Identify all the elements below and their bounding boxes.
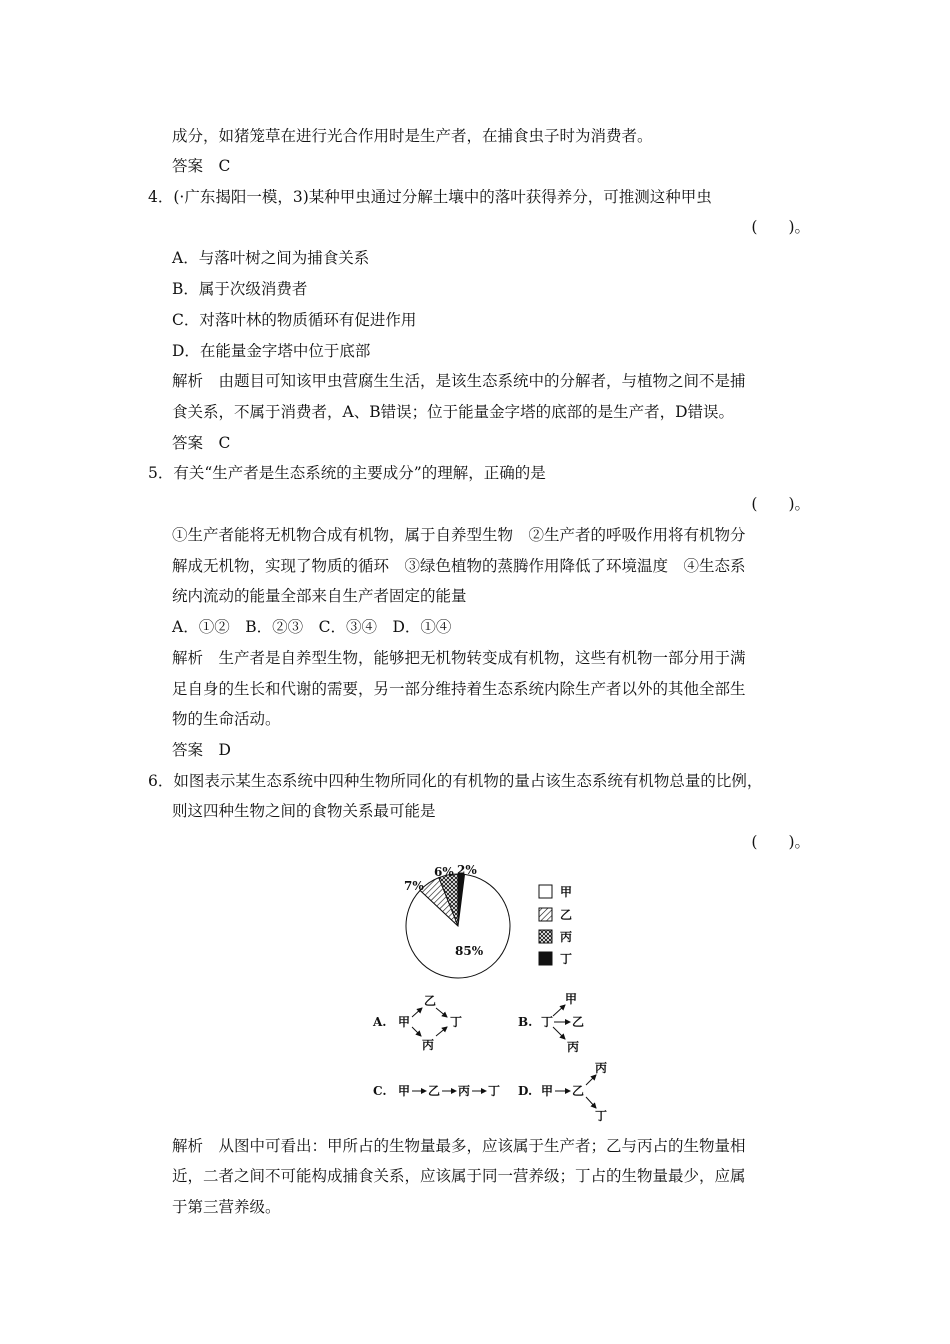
option-d-label: D. (518, 1084, 533, 1098)
food-web-d (518, 1060, 607, 1123)
node: 丙 (422, 1038, 435, 1052)
node: 甲 (565, 992, 578, 1006)
slice-label-ding: 2% (457, 863, 477, 877)
q6-stem-line: 则这四种生物之间的食物关系最可能是 (172, 802, 436, 820)
food-web-c (373, 1083, 500, 1098)
node: 乙 (424, 994, 437, 1008)
legend-label: 丙 (560, 930, 573, 944)
q4-stem: 4．(·广东揭阳一模，3)某种甲虫通过分解土壤中的落叶获得养分，可推测这种甲虫 (148, 188, 712, 206)
q6-stem-line: 6．如图表示某生态系统中四种生物所同化的有机物的量占该生态系统有机物总量的比例， (148, 772, 763, 790)
slice-label-jia: 85% (455, 944, 484, 958)
q6-figure (360, 858, 630, 1133)
node: 丙 (567, 1040, 580, 1054)
q4-option-c: C．对落叶林的物质循环有促进作用 (172, 311, 417, 329)
node: 乙 (572, 1015, 585, 1029)
food-web-a (372, 994, 462, 1052)
q5-choices: A．①② B．②③ C．③④ D．①④ (172, 618, 452, 636)
q4-analysis-line: 食关系，不属于消费者，A、B错误；位于能量金字塔的底部的是生产者，D错误。 (172, 403, 735, 421)
node: 丙 (458, 1084, 471, 1098)
q4-option-b: B．属于次级消费者 (172, 280, 308, 298)
node: 甲 (541, 1084, 554, 1098)
legend-swatch-bing (539, 930, 552, 943)
node: 甲 (398, 1084, 411, 1098)
q4-option-a: A．与落叶树之间为捕食关系 (172, 249, 370, 267)
q6-blank: ( )。 (751, 833, 810, 851)
node: 丁 (488, 1084, 501, 1098)
node: 甲 (398, 1015, 411, 1029)
node: 丁 (450, 1015, 463, 1029)
q4-option-d: D．在能量金字塔中位于底部 (172, 342, 371, 360)
q5-item-line: ①生产者能将无机物合成有机物，属于自养型生物 ②生产者的呼吸作用将有机物分 (172, 526, 746, 544)
food-web-b (518, 992, 584, 1054)
q6-analysis-line: 近，二者之间不可能构成捕食关系，应该属于同一营养级；丁占的生物量最少，应属 (172, 1167, 746, 1185)
option-c-label: C. (373, 1084, 387, 1098)
q5-analysis-line: 足自身的生长和代谢的需要，另一部分维持着生态系统内除生产者以外的其他全部生 (172, 680, 746, 698)
q5-answer: 答案 D (172, 741, 231, 759)
legend (539, 885, 572, 966)
slice-label-bing: 6% (434, 865, 454, 879)
slice-label-yi: 7% (404, 879, 424, 893)
q4-analysis-line: 解析 由题目可知该甲虫营腐生生活，是该生态系统中的分解者，与植物之间不是捕 (172, 372, 746, 390)
node: 乙 (428, 1084, 441, 1098)
legend-swatch-ding (539, 952, 552, 965)
q5-blank: ( )。 (751, 495, 810, 513)
q5-stem: 5．有关“生产者是生态系统的主要成分”的理解，正确的是 (148, 464, 546, 482)
prev-explanation-line: 成分，如猪笼草在进行光合作用时是生产者，在捕食虫子时为消费者。 (172, 127, 653, 145)
prev-answer: 答案 C (172, 157, 231, 175)
q5-analysis-line: 物的生命活动。 (172, 710, 281, 728)
q6-analysis-line: 于第三营养级。 (172, 1198, 281, 1216)
q6-analysis-line: 解析 从图中可看出：甲所占的生物量最多，应该属于生产者；乙与丙占的生物量相 (172, 1137, 746, 1155)
node: 丁 (595, 1109, 608, 1123)
q5-item-line: 统内流动的能量全部来自生产者固定的能量 (172, 587, 467, 605)
legend-label: 丁 (560, 952, 573, 966)
q5-item-line: 解成无机物，实现了物质的循环 ③绿色植物的蒸腾作用降低了环境温度 ④生态系 (172, 557, 746, 575)
node: 乙 (572, 1084, 585, 1098)
q4-blank: ( )。 (751, 218, 810, 236)
legend-swatch-yi (539, 908, 552, 921)
legend-swatch-jia (539, 885, 552, 898)
legend-label: 甲 (560, 885, 573, 899)
option-b-label: B. (518, 1015, 533, 1029)
node: 丙 (595, 1061, 608, 1075)
option-a-label: A. (373, 1015, 387, 1029)
node: 丁 (541, 1015, 554, 1029)
q4-answer: 答案 C (172, 434, 231, 452)
legend-label: 乙 (560, 908, 573, 922)
q5-analysis-line: 解析 生产者是自养型生物，能够把无机物转变成有机物，这些有机物一部分用于满 (172, 649, 746, 667)
